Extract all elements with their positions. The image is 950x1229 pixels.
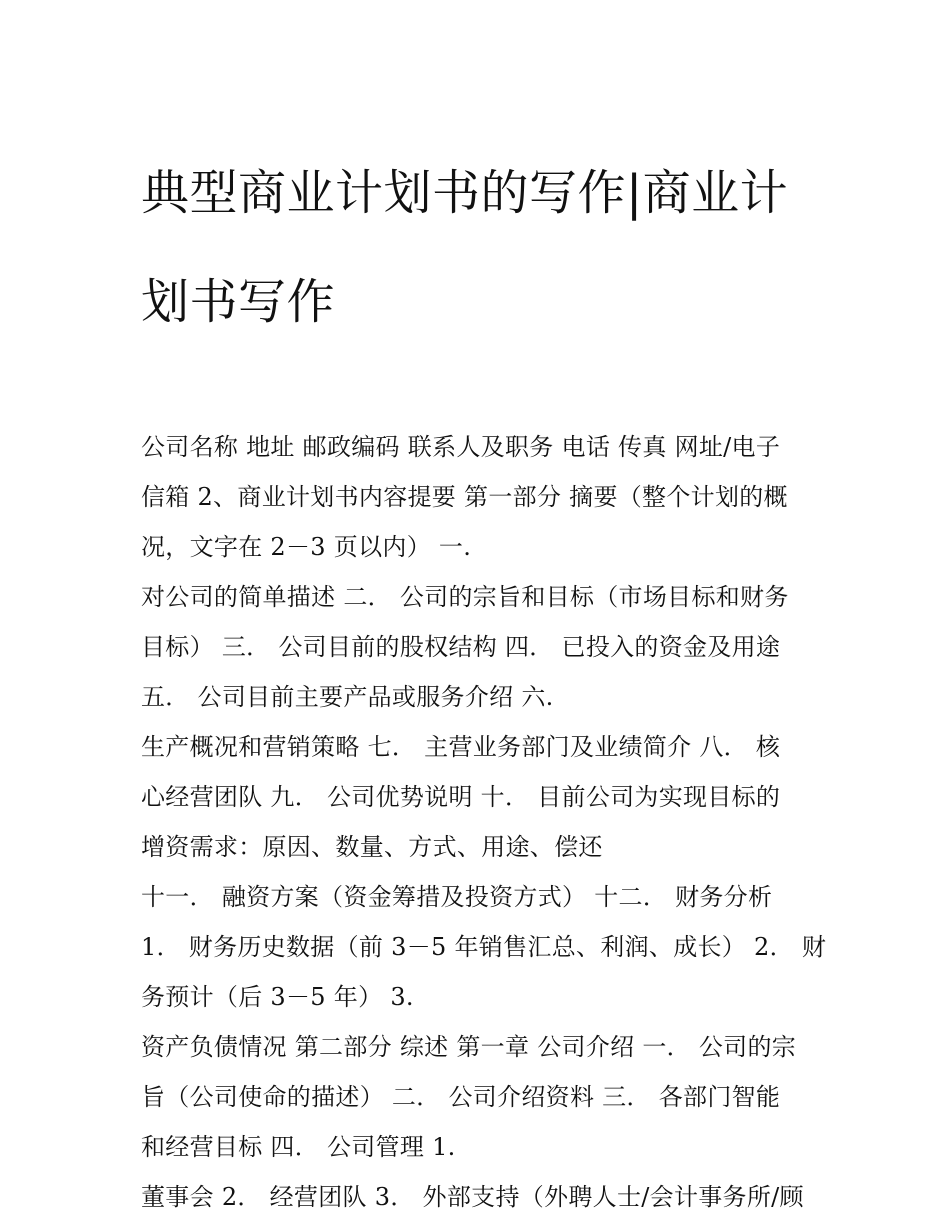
title-line-1: 典型商业计划书的写作|商业计 — [141, 164, 789, 221]
paragraph-4 — [141, 872, 827, 1022]
text-line: 目标） 三． 公司目前的股权结构 四． 已投入的资金及用途 — [141, 633, 781, 662]
text-line: 旨（公司使命的描述） 二． 公司介绍资料 三． 各部门智能 — [141, 1083, 781, 1112]
document-body — [141, 422, 827, 1222]
text-line: 资产负债情况 第二部分 综述 第一章 公司介绍 一． 公司的宗 — [141, 1033, 797, 1062]
title-line-2: 划书写作 — [141, 273, 336, 330]
text-line: 生产概况和营销策略 七． 主营业务部门及业绩简介 八． 核 — [141, 733, 781, 762]
paragraph-1 — [141, 422, 821, 572]
text-line: 增资需求：原因、数量、方式、用途、偿还 — [141, 833, 603, 862]
paragraph-5 — [141, 1022, 821, 1172]
text-line: 信箱 2、商业计划书内容提要 第一部分 摘要（整个计划的概 — [141, 483, 788, 512]
text-line: 董事会 2． 经营团队 3． 外部支持（外聘人士/会计事务所/顾 — [141, 1183, 804, 1212]
text-line: 和经营目标 四． 公司管理 1. — [141, 1133, 456, 1162]
document-title — [141, 112, 821, 382]
text-line: 况，文字在 2－3 页以内） 一. — [141, 533, 472, 562]
paragraph-2 — [141, 572, 821, 722]
text-line: 务预计（后 3－5 年） 3. — [141, 983, 414, 1012]
text-line: 心经营团队 九． 公司优势说明 十． 目前公司为实现目标的 — [141, 783, 781, 812]
text-line: 五． 公司目前主要产品或服务介绍 六. — [141, 683, 554, 712]
paragraph-3 — [141, 722, 821, 872]
text-line: 对公司的简单描述 二． 公司的宗旨和目标（市场目标和财务 — [141, 583, 789, 612]
text-line: 1． 财务历史数据（前 3－5 年销售汇总、利润、成长） 2． 财 — [141, 933, 827, 962]
paragraph-6 — [141, 1172, 821, 1222]
text-line: 十一． 融资方案（资金筹措及投资方式） 十二． 财务分析 — [141, 883, 773, 912]
text-line: 公司名称 地址 邮政编码 联系人及职务 电话 传真 网址/电子 — [141, 433, 781, 462]
document-page — [141, 112, 827, 1222]
